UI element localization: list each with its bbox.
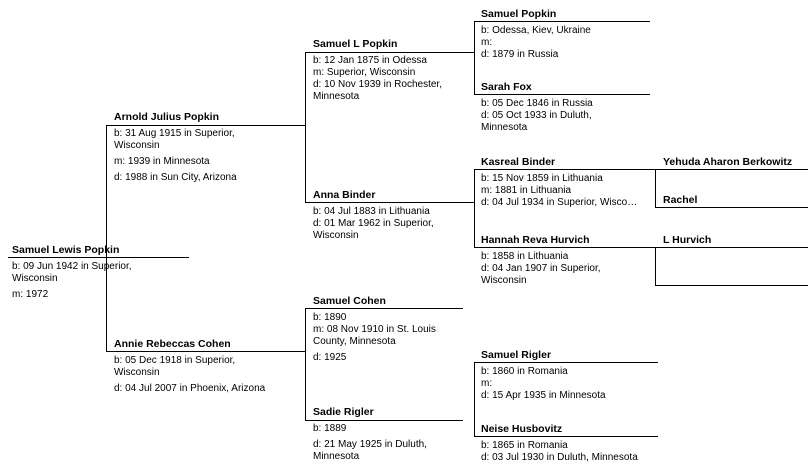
person-line-rachel [655,207,808,208]
person-name: Samuel Rigler [481,349,552,361]
person-name: Sadie Rigler [313,406,374,418]
person-details [481,25,591,61]
person-neise-husbovitz[interactable] [481,423,638,464]
death-detail: d: 05 Oct 1933 in Duluth, [481,109,592,121]
death-detail: d: 04 Jul 1934 in Superior, Wisco… [481,196,638,208]
birth-detail: b: 1858 in Lithuania [481,250,569,262]
person-name: Arnold Julius Popkin [114,111,220,123]
death-detail: d: 1988 in Sun City, Arizona [114,171,237,183]
person-details [313,423,427,463]
birth-detail-cont: Wisconsin [114,366,160,378]
death-detail-cont: Wisconsin [481,274,527,286]
person-line-yehuda [655,169,808,170]
person-details [481,173,637,209]
bracket-annie [305,308,306,420]
death-detail: d: 1925 [313,351,347,363]
birth-detail: b: Odessa, Kiev, Ukraine [481,24,591,36]
person-name: Anna Binder [313,189,376,201]
marriage-detail: m: [481,377,493,389]
death-detail: d: 04 Jan 1907 in Superior, [481,262,601,274]
birth-detail: b: 1889 [313,422,347,434]
birth-detail: b: 12 Jan 1875 in Odessa [313,54,427,66]
bracket-anna [474,169,475,247]
marriage-detail: m: Superior, Wisconsin [313,66,416,78]
birth-detail: b: 05 Dec 1918 in Superior, [114,354,236,366]
person-details [313,206,434,242]
death-detail: d: 1879 in Russia [481,48,559,60]
marriage-detail: m: 1972 [12,288,49,300]
person-details [114,355,265,395]
birth-detail: b: 1890 [313,311,347,323]
birth-detail: b: 31 Aug 1915 in Superior, [114,127,235,139]
person-name: Annie Rebeccas Cohen [114,338,231,350]
death-detail-cont: Wisconsin [313,229,359,241]
person-details [313,312,436,364]
person-details [12,261,132,301]
person-name: Rachel [663,194,698,206]
person-details [481,440,638,464]
marriage-detail: m: [481,36,493,48]
person-arnold-julius-popkin[interactable] [114,111,237,184]
death-detail: d: 04 Jul 2007 in Phoenix, Arizona [114,382,266,394]
person-name: Kasreal Binder [481,156,556,168]
marriage-detail: m: 1881 in Lithuania [481,184,572,196]
person-name: Samuel Cohen [313,295,386,307]
person-yehuda-aharon-berkowitz[interactable] [663,156,792,169]
person-name: L Hurvich [663,234,712,246]
person-line-blank [655,285,808,286]
birth-detail-cont: Wisconsin [114,139,160,151]
person-l-hurvich[interactable] [663,234,711,247]
person-kasreal-binder[interactable] [481,156,637,209]
bracket-gen1 [106,125,107,351]
person-details [481,251,601,287]
person-samuel-l-popkin[interactable] [313,38,442,103]
birth-detail: b: 04 Jul 1883 in Lithuania [313,205,430,217]
person-samuel-cohen[interactable] [313,295,436,364]
person-name: Yehuda Aharon Berkowitz [663,156,793,168]
death-detail: d: 01 Mar 1962 in Superior, [313,217,434,229]
bracket-arnold [305,52,306,202]
person-details [114,128,237,184]
person-rachel[interactable] [663,194,697,207]
death-detail: d: 03 Jul 1930 in Duluth, Minnesota [481,451,638,463]
person-name: Samuel L Popkin [313,38,398,50]
death-detail-cont: Minnesota [481,121,528,133]
bracket-hannah [655,247,656,285]
person-name: Hannah Reva Hurvich [481,234,590,246]
person-details [313,55,442,103]
marriage-detail-cont: County, Minnesota [313,335,396,347]
birth-detail: b: 05 Dec 1846 in Russia [481,97,593,109]
person-anna-binder[interactable] [313,189,434,242]
person-name: Neise Husbovitz [481,423,563,435]
person-line-l-hurvich [655,247,808,248]
birth-detail: b: 09 Jun 1942 in Superior, [12,260,132,272]
person-name: Sarah Fox [481,81,532,93]
person-name: Samuel Popkin [481,8,557,20]
person-samuel-popkin[interactable] [481,8,591,61]
person-name: Samuel Lewis Popkin [12,244,120,256]
person-details [481,98,593,134]
death-detail: d: 10 Nov 1939 in Rochester, [313,78,442,90]
death-detail: d: 15 Apr 1935 in Minnesota [481,389,606,401]
death-detail-cont: Minnesota [313,450,360,462]
death-detail-cont: Minnesota [313,90,360,102]
person-sarah-fox[interactable] [481,81,593,134]
birth-detail: b: 1865 in Romania [481,439,568,451]
person-details [481,366,606,402]
person-samuel-rigler[interactable] [481,349,606,402]
bracket-samuel-l [474,21,475,94]
birth-detail: b: 15 Nov 1859 in Lithuania [481,172,603,184]
person-sadie-rigler[interactable] [313,406,427,463]
person-samuel-lewis-popkin[interactable] [12,244,132,301]
person-annie-rebeccas-cohen[interactable] [114,338,265,395]
marriage-detail: m: 08 Nov 1910 in St. Louis [313,323,436,335]
marriage-detail: m: 1939 in Minnesota [114,155,210,167]
bracket-sadie [474,362,475,436]
bracket-kasreal [655,169,656,207]
birth-detail: b: 1860 in Romania [481,365,568,377]
person-hannah-reva-hurvich[interactable] [481,234,601,287]
death-detail: d: 21 May 1925 in Duluth, [313,438,427,450]
birth-detail-cont: Wisconsin [12,272,58,284]
